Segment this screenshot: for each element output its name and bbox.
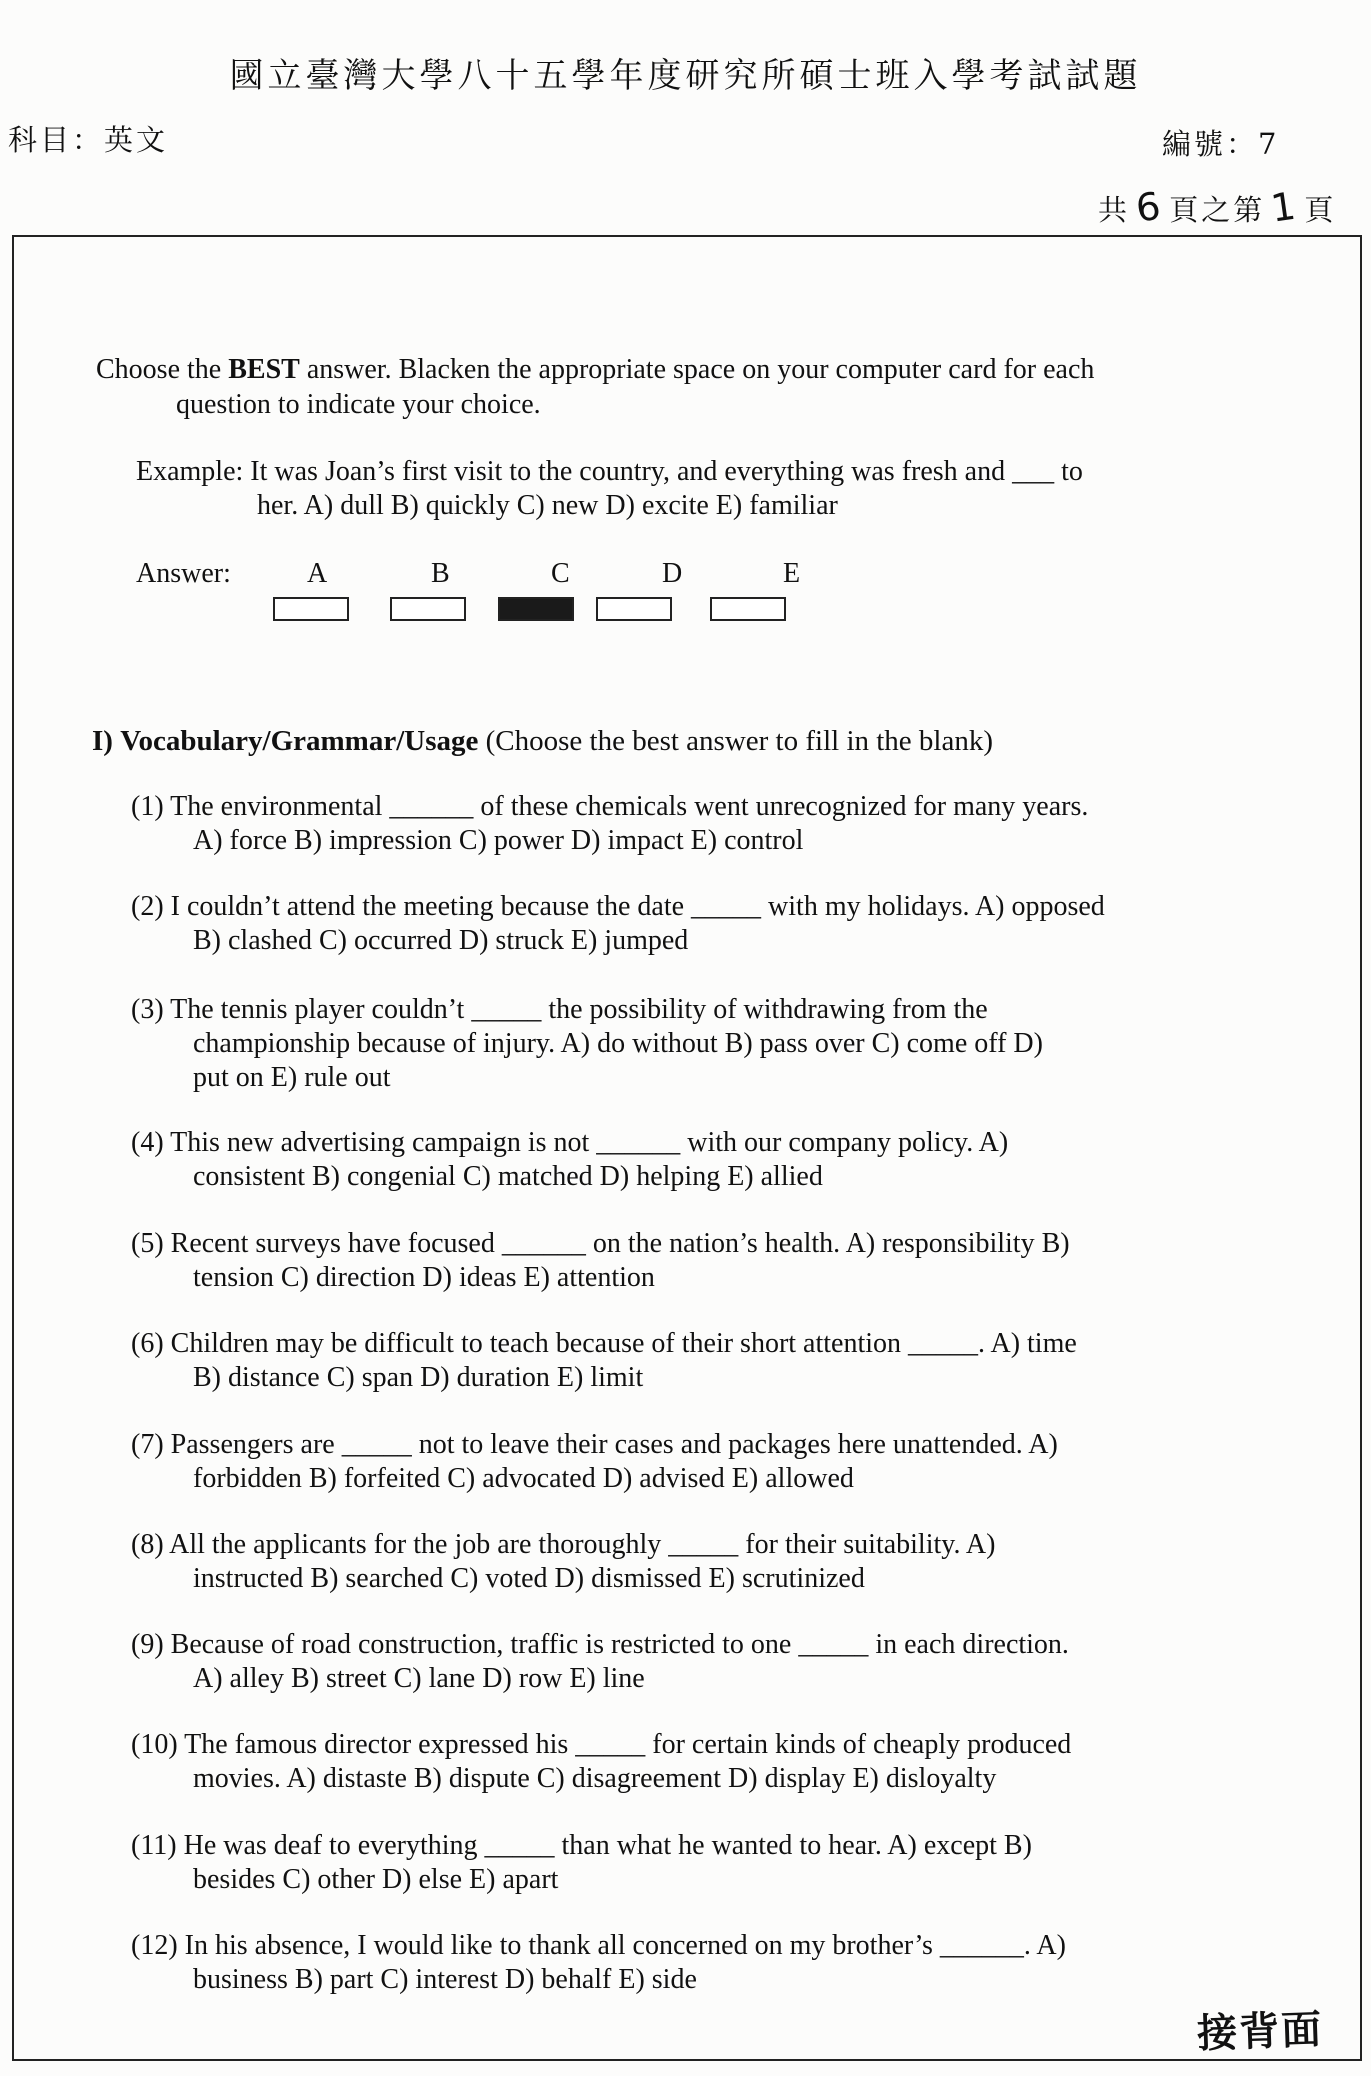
question-4-options: consistent B) congenial C) matched D) helping E) allied (193, 1161, 823, 1192)
question-11 (131, 1829, 1291, 1897)
question-9-options: A) alley B) street C) lane D) row E) line (193, 1663, 645, 1694)
page-total: 6 (1133, 183, 1167, 231)
question-3 (131, 993, 1291, 1095)
instructions-prefix: Choose the (96, 354, 229, 385)
example-line1: Example: It was Joan’s first visit to the country, and everything was fresh and ___ to (136, 456, 1083, 487)
instructions-line2: question to indicate your choice. (176, 389, 541, 420)
answer-letter-c: C (551, 558, 570, 589)
page-counter (1098, 185, 1336, 229)
answer-letter-e: E (783, 558, 801, 589)
continue-on-back-note: 接背面 (1196, 2005, 1324, 2058)
instructions (96, 352, 1276, 422)
answer-letter-a: A (307, 558, 328, 589)
question-8-options: instructed B) searched C) voted D) dismissed E) scrutinized (193, 1563, 865, 1594)
answer-letter-b: B (431, 558, 450, 589)
question-10-options: movies. A) distaste B) dispute C) disagreement D) display E) disloyalty (193, 1763, 997, 1794)
question-8 (131, 1528, 1291, 1596)
answer-box-e (710, 597, 786, 621)
instructions-line1: answer. Blacken the appropriate space on your computer card for each (299, 354, 1095, 385)
question-3-options-cont: put on E) rule out (193, 1062, 391, 1093)
question-11-options: besides C) other D) else E) apart (193, 1864, 559, 1895)
question-5 (131, 1227, 1291, 1295)
question-1-stem: (1) The environmental ______ of these chemicals went unrecognized for many years. (131, 791, 1089, 822)
page-current: 1 (1268, 183, 1302, 231)
answer-box-d (596, 597, 672, 621)
question-6-options: B) distance C) span D) duration E) limit (193, 1362, 644, 1393)
question-1-options: A) force B) impression C) power D) impact E) control (193, 825, 804, 856)
question-7 (131, 1428, 1291, 1496)
question-7-stem: (7) Passengers are _____ not to leave their cases and packages here unattended. A) (131, 1429, 1058, 1460)
question-2 (131, 890, 1291, 958)
exam-title: 國立臺灣大學八十五學年度研究所碩士班入學考試試題 (229, 56, 1142, 96)
question-10-stem: (10) The famous director expressed his _____ for certain kinds of cheaply produced (131, 1729, 1072, 1760)
page-counter-mid: 頁之第 (1169, 193, 1266, 227)
question-12-options: business B) part C) interest D) behalf E) side (193, 1964, 697, 1995)
question-1 (131, 790, 1291, 858)
question-6 (131, 1327, 1291, 1395)
section-heading (92, 725, 993, 758)
question-7-options: forbidden B) forfeited C) advocated D) advised E) allowed (193, 1463, 854, 1494)
example-line2: her. A) dull B) quickly C) new D) excite E) familiar (257, 490, 838, 521)
question-5-options: tension C) direction D) ideas E) attention (193, 1262, 655, 1293)
question-12-stem: (12) In his absence, I would like to thank all concerned on my brother’s ______. A) (131, 1930, 1066, 1961)
question-8-stem: (8) All the applicants for the job are thoroughly _____ for their suitability. A) (131, 1529, 996, 1560)
instructions-emphasis: BEST (228, 354, 300, 385)
exam-code: 編號：7 (1162, 127, 1280, 161)
question-3-options: championship because of injury. A) do without B) pass over C) come off D) (193, 1028, 1043, 1059)
section-note: (Choose the best answer to fill in the blank) (485, 725, 994, 757)
section-title: Vocabulary/Grammar/Usage (120, 725, 479, 757)
answer-label: Answer: (136, 558, 231, 589)
question-9-stem: (9) Because of road construction, traffic is restricted to one _____ in each direction. (131, 1629, 1069, 1660)
question-6-stem: (6) Children may be difficult to teach because of their short attention _____. A) time (131, 1328, 1077, 1359)
question-12 (131, 1929, 1291, 1997)
question-3-stem: (3) The tennis player couldn’t _____ the possibility of withdrawing from the (131, 994, 988, 1025)
question-5-stem: (5) Recent surveys have focused ______ on the nation’s health. A) responsibility B) (131, 1228, 1070, 1259)
answer-box-b (390, 597, 466, 621)
question-2-options: B) clashed C) occurred D) struck E) jumped (193, 925, 689, 956)
subject-label: 科目：英文 (8, 123, 169, 157)
answer-box-c-filled (498, 597, 574, 621)
question-4-stem: (4) This new advertising campaign is not ______ with our company policy. A) (131, 1127, 1009, 1158)
question-10 (131, 1728, 1291, 1796)
question-11-stem: (11) He was deaf to everything _____ than what he wanted to hear. A) except B) (131, 1830, 1032, 1861)
question-4 (131, 1126, 1291, 1194)
section-number: I) (92, 725, 113, 757)
page-counter-prefix: 共 (1098, 193, 1131, 227)
question-2-stem: (2) I couldn’t attend the meeting because the date _____ with my holidays. A) opposed (131, 891, 1105, 922)
page-counter-suffix: 頁 (1304, 193, 1337, 227)
example-question (136, 455, 1286, 523)
answer-letter-d: D (662, 558, 683, 589)
question-9 (131, 1628, 1291, 1696)
answer-box-a (273, 597, 349, 621)
